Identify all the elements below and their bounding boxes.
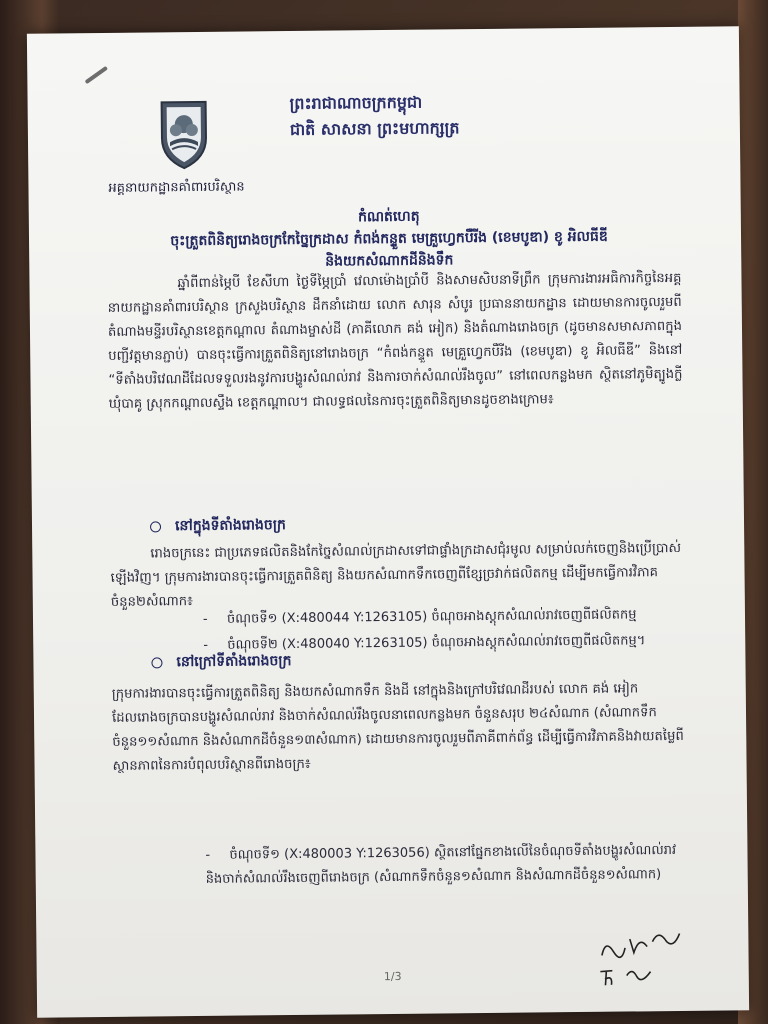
dash-bullet: -: [202, 611, 208, 627]
section-heading-text: នៅក្រៅទីតាំងរោងចក្រ: [176, 653, 292, 671]
title-line-1: កំណត់ហេតុ: [357, 208, 420, 226]
title-line-3: និងយកសំណាកដីនិងទឹក: [325, 252, 454, 270]
intro-paragraph: ឆ្នាំពីពាន់ម្ភៃបី ខែសីហា ថ្ងៃទីម្ភៃប្រាំ វេលាម៉ោងប្រាំបី និងសាមសិបនាទីព្រឹក ក្រុមការងារអធិការកិច្ចនៃអគ្គនាយកដ្ឋានគាំពារបរិស្ថាន ក្រសួងបរិស្ថាន ដឹកនាំដោយ លោក សារុន សំបូរ ប្រធាននាយកដ្ឋាន ដោយមានការចូលរួមពីតំណាងមន្ទីរបរិស្ថានខេត្តកណ្ដាល តំណាងម្ចាស់ដី (ភាគីលោក គង់ អៀក) និងតំណាងរោងចក្រ (ដូចមានសមាសភាពក្នុងបញ្ជីវត្តមានភ្ជាប់) បានចុះធ្វើការត្រួតពិនិត្យនៅរោងចក្រ “កំពង់កន្ទួត មេគ្រួហ្វេកបឺរីង (ខេមបូឌា) ខូ អិលធីឌី” និងនៅ “ទីតាំងបរិវេណដីដែលទទួលរងនូវការបង្ហូរសំណល់រាវ និងការចាក់សំណល់រឹងចូល” នៅពេលកន្លងមក ស្ថិតនៅភូមិត្បូងក្លី ឃុំបាគូ ស្រុកកណ្ដាលស្ទឹង ខេត្តកណ្ដាល។ ជាលទ្ធផលនៃការចុះត្រួតពិនិត្យមានដូចខាងក្រោម៖: [107, 270, 683, 412]
ministry-emblem-icon: [156, 98, 213, 171]
list-item: [205, 839, 695, 892]
circle-bullet-icon: [150, 521, 161, 532]
item-coords: (X:480040 Y:1263105): [281, 635, 428, 653]
dash-bullet: -: [203, 637, 209, 653]
kingdom-line-1: ព្រះរាជាណាចក្រកម្ពុជា: [289, 92, 423, 114]
section-heading-inside-factory: [150, 515, 286, 537]
item-coords: (X:480044 Y:1263105): [281, 609, 428, 627]
item-desc: ចំណុចអាងស្តុកសំណល់រាវចេញពីផលិតកម្ម។: [431, 633, 646, 651]
circle-bullet-icon: [151, 657, 162, 668]
item-label: ចំណុចទី២: [227, 637, 278, 653]
kingdom-line-2: ជាតិ សាសនា ព្រះមហាក្សត្រ: [289, 118, 460, 140]
item-desc: ចំណុចអាងស្តុកសំណល់រាវចេញពីផលិតកម្ម: [431, 607, 637, 625]
list-item: [203, 603, 693, 632]
item-desc: ស្ថិតនៅផ្នែកខាងលើនៃចំណុចទីតាំងបង្ហូរសំណល់រាវ និងចាក់សំណល់រឹងចេញពីរោងចក្រ (សំណាកទឹកចំនួន១សំណាក និងសំណាកដីចំនួន១សំណាក): [205, 843, 677, 887]
page-number: 1/3: [383, 969, 402, 984]
handwritten-initials-icon: [596, 961, 658, 990]
item-label: ចំណុចទី១: [229, 847, 281, 863]
ministry-name: អគ្គនាយកដ្ឋានគាំពារបរិស្ថាន: [108, 179, 245, 196]
section2-paragraph: ក្រុមការងារបានចុះធ្វើការត្រួតពិនិត្យ និងយកសំណាកទឹក និងដី នៅក្នុងនិងក្រៅបរិវេណដីរបស់ លោក គង់ អៀក ដែលរោងចក្របានបង្ហូរសំណល់រាវ និងចាក់សំណល់រឹងចូលនាពេលកន្លងមក ចំនួនសរុប ២៤សំណាក (សំណាកទឹកចំនួន១១សំណាក និងសំណាកដីចំនួន១៣សំណាក) ដោយមានការចូលរួមពីភាគីពាក់ព័ន្ធ ដើម្បីធ្វើការវិភាគនិងវាយតម្លៃពីស្ថានភាពនៃការបំពុលបរិស្ថានពីរោងចក្រ៖: [111, 681, 684, 774]
document-page: [27, 26, 749, 1017]
section-heading-text: នៅក្នុងទីតាំងរោងចក្រ: [174, 517, 286, 535]
dash-bullet: -: [205, 847, 211, 863]
item-label: ចំណុចទី១: [226, 611, 278, 627]
title-line-2: ចុះត្រួតពិនិត្យរោងចក្រកែច្នៃក្រដាស កំពង់កន្ទួត មេគ្រួហ្វេកបឺរីង (ខេមបូឌា) ខូ អិលធីឌី: [170, 228, 608, 250]
handwritten-signature-icon: [595, 921, 688, 964]
kingdom-header: [289, 89, 459, 143]
pen-mark: [85, 66, 108, 84]
section-heading-outside-factory: [151, 651, 291, 673]
document-title: [89, 203, 690, 275]
section1-paragraph: រោងចក្រនេះ ជាប្រភេទផលិតនិងកែច្នៃសំណល់ក្រដាសទៅជាផ្ទាំងក្រដាសជុំរមូល សម្រាប់លក់ចេញនិងប្រើប្រាស់ឡើងវិញ។ ក្រុមការងារបានចុះធ្វើការត្រួតពិនិត្យ និងយកសំណាកទឹកចេញពីខ្សែច្រវាក់ផលិតកម្ម ដើម្បីមកធ្វើការវិភាគចំនួន២សំណាក៖: [110, 540, 682, 610]
item-coords: (X:480003 Y:1263056): [284, 845, 430, 863]
